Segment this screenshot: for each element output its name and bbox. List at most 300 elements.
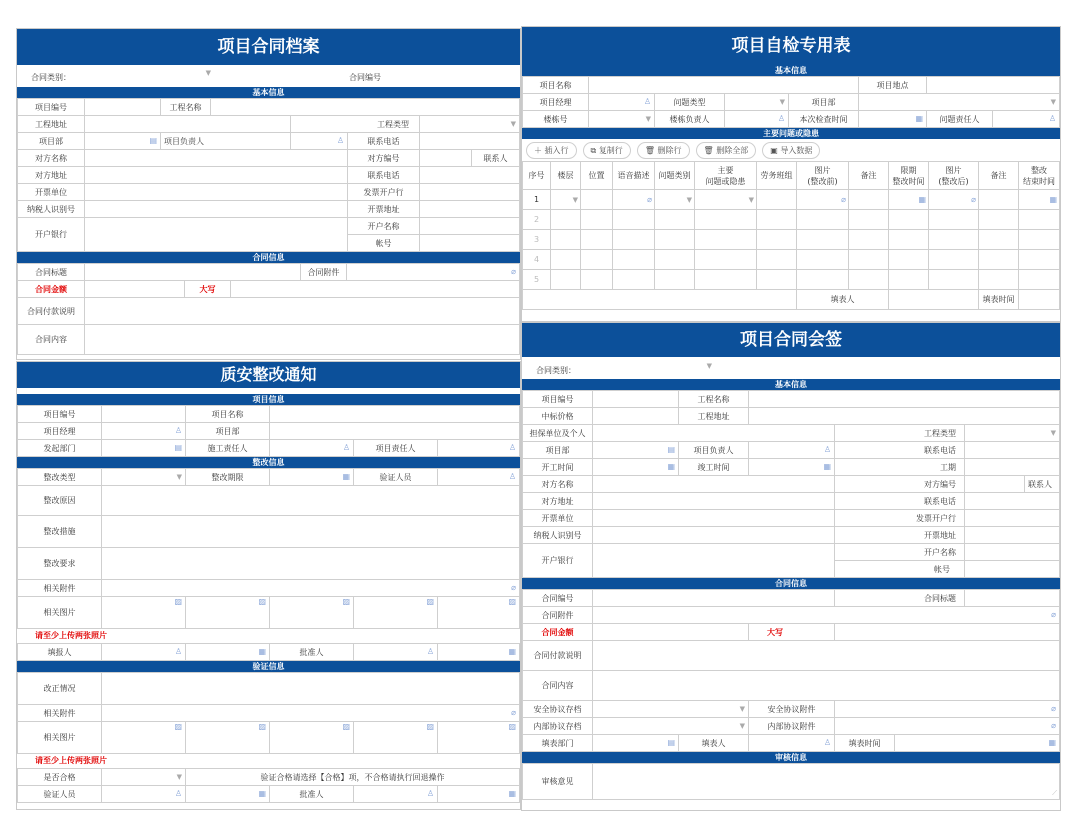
insert-row-button[interactable]: [526, 142, 577, 159]
cell[interactable]: [929, 210, 979, 230]
label: 联系电话: [348, 167, 420, 184]
user-icon: ♙: [174, 789, 182, 798]
review-textarea[interactable]: [593, 764, 1060, 800]
row-number: 5: [523, 270, 551, 290]
cell[interactable]: [1019, 250, 1060, 270]
select-field[interactable]: [420, 116, 520, 133]
section-rectify: 整改信息: [17, 457, 520, 468]
cell[interactable]: [889, 270, 929, 290]
copy-row-button[interactable]: [583, 142, 631, 159]
calendar-icon: ▦: [667, 462, 675, 471]
field[interactable]: [85, 218, 348, 252]
date-field[interactable]: [438, 786, 520, 803]
id-card-icon: ▤: [667, 738, 675, 747]
cell[interactable]: [1019, 230, 1060, 250]
cell[interactable]: [757, 230, 797, 250]
button-label: 删除行: [657, 145, 682, 155]
date-field[interactable]: [895, 735, 1060, 752]
cell[interactable]: [889, 190, 929, 210]
cell[interactable]: [757, 190, 797, 210]
cell[interactable]: [695, 250, 757, 270]
cell[interactable]: [757, 250, 797, 270]
field[interactable]: [725, 111, 789, 128]
field[interactable]: [438, 440, 520, 457]
cell[interactable]: [979, 270, 1019, 290]
date-field[interactable]: [186, 644, 270, 661]
field[interactable]: [965, 459, 1060, 476]
cell[interactable]: [551, 270, 581, 290]
cell[interactable]: [613, 190, 655, 210]
label: 验证人员: [18, 786, 102, 803]
label: 项目负责人: [161, 133, 291, 150]
cell[interactable]: [979, 230, 1019, 250]
field[interactable]: [965, 442, 1060, 459]
textarea[interactable]: [102, 486, 520, 516]
field[interactable]: [965, 493, 1060, 510]
field[interactable]: [85, 184, 348, 201]
field[interactable]: [354, 644, 438, 661]
field[interactable]: [965, 544, 1060, 561]
label: 项目部: [523, 442, 593, 459]
top-bar: [17, 65, 520, 87]
cell: [523, 290, 797, 310]
cell[interactable]: [655, 230, 695, 250]
calendar-icon: ▦: [508, 789, 516, 798]
import-data-button[interactable]: [762, 142, 820, 159]
cell[interactable]: [655, 270, 695, 290]
field[interactable]: [420, 133, 520, 150]
field[interactable]: [420, 150, 472, 167]
label: 问题责任人: [927, 111, 993, 128]
field[interactable]: [593, 735, 679, 752]
category-select[interactable]: [612, 362, 712, 376]
cell[interactable]: [757, 210, 797, 230]
textarea[interactable]: [102, 673, 520, 705]
section-issues: 主要问题或隐患: [522, 128, 1060, 139]
label: 相关图片: [18, 597, 102, 629]
section-contract: 合同信息: [522, 578, 1060, 589]
field[interactable]: [420, 201, 520, 218]
cell[interactable]: [655, 210, 695, 230]
field[interactable]: [593, 527, 835, 544]
image-upload[interactable]: [354, 597, 438, 629]
field[interactable]: [927, 77, 1060, 94]
label: 合同标题: [835, 590, 965, 607]
user-icon: ♙: [174, 426, 182, 435]
paperclip-icon: ⌀: [971, 194, 976, 204]
field[interactable]: [749, 391, 1060, 408]
paperclip-icon: ⌀: [511, 583, 516, 592]
cell[interactable]: [757, 270, 797, 290]
field[interactable]: [593, 590, 835, 607]
field[interactable]: [270, 406, 520, 423]
label: 楼栋负责人: [655, 111, 725, 128]
basic-info-table: [17, 98, 520, 252]
textarea[interactable]: [593, 641, 1060, 671]
field[interactable]: [589, 94, 655, 111]
field[interactable]: [593, 476, 835, 493]
select-field[interactable]: [589, 111, 655, 128]
label: 整改措施: [18, 516, 102, 548]
label: 问题类型: [655, 94, 725, 111]
field[interactable]: [965, 590, 1060, 607]
cell[interactable]: [613, 230, 655, 250]
delete-all-button[interactable]: [696, 142, 757, 159]
cell[interactable]: [1019, 210, 1060, 230]
resize-handle-icon[interactable]: ⟋: [1052, 789, 1057, 797]
textarea[interactable]: [102, 516, 520, 548]
field[interactable]: [749, 735, 835, 752]
table-row: [523, 210, 1060, 230]
cell[interactable]: [797, 230, 849, 250]
sign-basic-table: [522, 390, 1060, 578]
date-field[interactable]: [438, 644, 520, 661]
textarea[interactable]: [85, 325, 520, 355]
cell[interactable]: [929, 230, 979, 250]
date-field[interactable]: [593, 459, 679, 476]
trash-icon: 🗑: [703, 145, 717, 155]
field[interactable]: [211, 99, 520, 116]
image-icon: ▨: [342, 597, 350, 606]
field[interactable]: [102, 406, 186, 423]
label: 项目部: [789, 94, 859, 111]
date-field[interactable]: [270, 469, 354, 486]
field[interactable]: [593, 442, 679, 459]
field[interactable]: [593, 425, 835, 442]
paperclip-icon: ⌀: [841, 194, 846, 204]
copy-icon: ⧉: [590, 145, 599, 155]
label: 对方编号: [835, 476, 965, 493]
label-required: 合同金额: [523, 624, 593, 641]
cell[interactable]: [929, 270, 979, 290]
label: 整改期限: [186, 469, 270, 486]
cell[interactable]: [889, 230, 929, 250]
verify-result-table: [17, 768, 520, 803]
select-field[interactable]: [593, 701, 749, 718]
image-upload[interactable]: [438, 597, 520, 629]
cell[interactable]: [1019, 190, 1060, 210]
cell[interactable]: [551, 250, 581, 270]
field[interactable]: [889, 290, 979, 310]
select-field[interactable]: [859, 94, 1060, 111]
image-upload[interactable]: [270, 722, 354, 754]
attach-field[interactable]: [102, 580, 520, 597]
trash-icon: 🗑: [644, 145, 658, 155]
calendar-icon: ▦: [342, 472, 350, 481]
field[interactable]: [291, 133, 348, 150]
field[interactable]: [102, 644, 186, 661]
field[interactable]: [965, 476, 1025, 493]
cell[interactable]: [695, 210, 757, 230]
section-contract: 合同信息: [17, 252, 520, 263]
cell[interactable]: [581, 190, 613, 210]
label: 项目编号: [18, 406, 102, 423]
field[interactable]: [420, 167, 520, 184]
table-row: [523, 230, 1060, 250]
label: 对方地址: [18, 167, 85, 184]
paperclip-icon: ⌀: [511, 708, 516, 717]
cell[interactable]: [551, 210, 581, 230]
cell[interactable]: [613, 210, 655, 230]
field[interactable]: [420, 184, 520, 201]
date-field[interactable]: [186, 786, 270, 803]
image-upload[interactable]: [102, 597, 186, 629]
cell[interactable]: [849, 230, 889, 250]
cell[interactable]: [929, 250, 979, 270]
select-field[interactable]: [725, 94, 789, 111]
cell[interactable]: [929, 190, 979, 210]
field[interactable]: [420, 235, 520, 252]
label: 项目名称: [186, 406, 270, 423]
label: 开票单位: [18, 184, 85, 201]
top-bar: [522, 357, 1060, 379]
cell[interactable]: [695, 230, 757, 250]
label: 合同编号: [523, 590, 593, 607]
image-icon: ▨: [342, 722, 350, 731]
field[interactable]: [85, 116, 291, 133]
field[interactable]: [965, 510, 1060, 527]
label: 整改原因: [18, 486, 102, 516]
attach-field[interactable]: [593, 607, 1060, 624]
field[interactable]: [965, 527, 1060, 544]
image-upload[interactable]: [438, 722, 520, 754]
user-icon: ♙: [426, 647, 434, 656]
label: 整改类型: [18, 469, 102, 486]
cell[interactable]: [655, 250, 695, 270]
field[interactable]: [749, 408, 1060, 425]
user-icon: ♙: [777, 114, 785, 123]
label: 填表时间: [979, 290, 1019, 310]
cell[interactable]: [551, 190, 581, 210]
select-field[interactable]: [593, 718, 749, 735]
panel-title: 项目合同会签: [522, 323, 1060, 357]
field[interactable]: [85, 99, 161, 116]
panel-title: 项目合同档案: [17, 29, 520, 65]
field[interactable]: [593, 510, 835, 527]
select-field[interactable]: [102, 769, 186, 786]
field[interactable]: [749, 442, 835, 459]
select-field[interactable]: [102, 469, 186, 486]
image-upload[interactable]: [270, 597, 354, 629]
label: 批准人: [270, 644, 354, 661]
label-required: 合同金额: [18, 281, 85, 298]
cell[interactable]: [797, 190, 849, 210]
sign-contract-table: [522, 589, 1060, 752]
user-icon: ♙: [174, 647, 182, 656]
calendar-icon: ▦: [918, 194, 926, 204]
self-check-basic-table: [522, 76, 1060, 128]
cell[interactable]: [695, 270, 757, 290]
field[interactable]: [85, 264, 301, 281]
field[interactable]: [965, 561, 1060, 578]
button-label: 删除全部: [716, 145, 749, 155]
cell[interactable]: [849, 270, 889, 290]
cell[interactable]: [849, 250, 889, 270]
field[interactable]: [438, 469, 520, 486]
field[interactable]: [231, 281, 520, 298]
cell[interactable]: [655, 190, 695, 210]
cell[interactable]: [797, 210, 849, 230]
cell[interactable]: [979, 210, 1019, 230]
field[interactable]: [85, 281, 185, 298]
label: 项目经理: [18, 423, 102, 440]
id-card-icon: ▤: [149, 136, 157, 145]
cell[interactable]: [979, 250, 1019, 270]
column-header: 图片 (整改前): [797, 162, 849, 190]
section-review: 审核信息: [522, 752, 1060, 763]
field[interactable]: [1019, 290, 1060, 310]
label: 开户名称: [835, 544, 965, 561]
textarea[interactable]: [102, 548, 520, 580]
image-upload[interactable]: [186, 722, 270, 754]
cell[interactable]: [889, 210, 929, 230]
user-icon: ♙: [342, 443, 350, 452]
label: 发起部门: [18, 440, 102, 457]
field[interactable]: [593, 624, 749, 641]
column-header: 主要 问题或隐患: [695, 162, 757, 190]
label-required: 大写: [749, 624, 835, 641]
field[interactable]: [593, 408, 679, 425]
field[interactable]: [835, 624, 1060, 641]
field[interactable]: [420, 218, 520, 235]
calendar-icon: ▦: [258, 789, 266, 798]
label: 合同标题: [18, 264, 85, 281]
calendar-icon: ▦: [1049, 194, 1057, 204]
label: 内部协议存档: [523, 718, 593, 735]
row-number: 3: [523, 230, 551, 250]
label: 担保单位及个人: [523, 425, 593, 442]
paperclip-icon: ⌀: [1051, 704, 1056, 713]
cell[interactable]: [581, 230, 613, 250]
cell[interactable]: [551, 230, 581, 250]
label: 合同附件: [523, 607, 593, 624]
field[interactable]: [593, 493, 835, 510]
chevron-down-icon: ▼: [1050, 98, 1056, 106]
label: 工程名称: [679, 391, 749, 408]
verify-hint: 验证合格请选择【合格】项，不合格请执行回退操作: [186, 769, 520, 786]
label: 对方名称: [523, 476, 593, 493]
cell[interactable]: [695, 190, 757, 210]
attach-field[interactable]: [347, 264, 520, 281]
label: 相关图片: [18, 722, 102, 754]
field[interactable]: [270, 440, 354, 457]
field[interactable]: [102, 423, 186, 440]
label: 项目编号: [18, 99, 85, 116]
image-upload[interactable]: [354, 722, 438, 754]
user-icon: ♙: [823, 738, 832, 747]
label: 发票开户行: [348, 184, 420, 201]
section-verify: 验证信息: [17, 661, 520, 672]
chevron-down-icon: ▼: [645, 115, 651, 123]
cell[interactable]: [581, 250, 613, 270]
section-basic: 基本信息: [522, 379, 1060, 390]
cell[interactable]: [849, 210, 889, 230]
field[interactable]: [589, 77, 859, 94]
label: 对方编号: [348, 150, 420, 167]
label: 工程类型: [835, 425, 965, 442]
field[interactable]: [85, 150, 348, 167]
issues-grid: [522, 161, 1060, 310]
field[interactable]: [85, 167, 348, 184]
paperclip-icon: ⌀: [511, 267, 516, 276]
column-header: 语音描述: [613, 162, 655, 190]
image-upload[interactable]: [186, 597, 270, 629]
paperclip-icon: ⌀: [1051, 721, 1056, 730]
attach-field[interactable]: [835, 701, 1060, 718]
date-field[interactable]: [859, 111, 927, 128]
verify-info-table: [17, 672, 520, 754]
label: 改正情况: [18, 673, 102, 705]
project-info-table: [17, 405, 520, 457]
cell[interactable]: [979, 190, 1019, 210]
category-select[interactable]: [107, 69, 211, 83]
chevron-down-icon: ▼: [572, 195, 578, 204]
field[interactable]: [354, 786, 438, 803]
image-upload[interactable]: [102, 722, 186, 754]
select-field[interactable]: [965, 425, 1060, 442]
chevron-down-icon: ▼: [1050, 429, 1056, 437]
cell[interactable]: [889, 250, 929, 270]
label: 联系电话: [835, 493, 965, 510]
textarea[interactable]: [593, 671, 1060, 701]
cell[interactable]: [797, 270, 849, 290]
section-basic: 基本信息: [522, 65, 1060, 76]
row-number: 4: [523, 250, 551, 270]
calendar-icon: ▦: [915, 114, 923, 123]
label: 工程类型: [291, 116, 420, 133]
field[interactable]: [593, 544, 835, 578]
quality-notice-panel: [16, 361, 521, 810]
field[interactable]: [593, 391, 679, 408]
field[interactable]: [270, 423, 520, 440]
label: 开工时间: [523, 459, 593, 476]
label: 工程地址: [18, 116, 85, 133]
user-icon: ♙: [426, 789, 434, 798]
grid-header-row: [523, 162, 1060, 190]
label: 工程地址: [679, 408, 749, 425]
upload-note: 请至少上传两张照片: [35, 631, 107, 640]
cell[interactable]: [613, 270, 655, 290]
field[interactable]: [102, 440, 186, 457]
label: 填表人: [679, 735, 749, 752]
label: 纳税人识别号: [523, 527, 593, 544]
calendar-icon: ▦: [258, 647, 266, 656]
image-icon: ▨: [426, 597, 434, 606]
field[interactable]: [85, 133, 161, 150]
cell[interactable]: [581, 210, 613, 230]
label: 楼栋号: [523, 111, 589, 128]
self-check-panel: [521, 26, 1061, 322]
delete-row-button[interactable]: [637, 142, 690, 159]
label: 相关附件: [18, 580, 102, 597]
cell[interactable]: [1019, 270, 1060, 290]
field[interactable]: [102, 786, 186, 803]
date-field[interactable]: [749, 459, 835, 476]
panel-title: 项目自检专用表: [522, 27, 1060, 65]
contract-info-table: [17, 263, 520, 355]
id-card-icon: ▤: [174, 443, 182, 452]
cell[interactable]: [849, 190, 889, 210]
cell[interactable]: [581, 270, 613, 290]
textarea[interactable]: [85, 298, 520, 325]
contract-no-label: 合同编号: [349, 73, 381, 82]
cell[interactable]: [797, 250, 849, 270]
field[interactable]: [85, 201, 348, 218]
attach-field[interactable]: [835, 718, 1060, 735]
attach-field[interactable]: [102, 705, 520, 722]
field[interactable]: [993, 111, 1060, 128]
cell[interactable]: [613, 250, 655, 270]
